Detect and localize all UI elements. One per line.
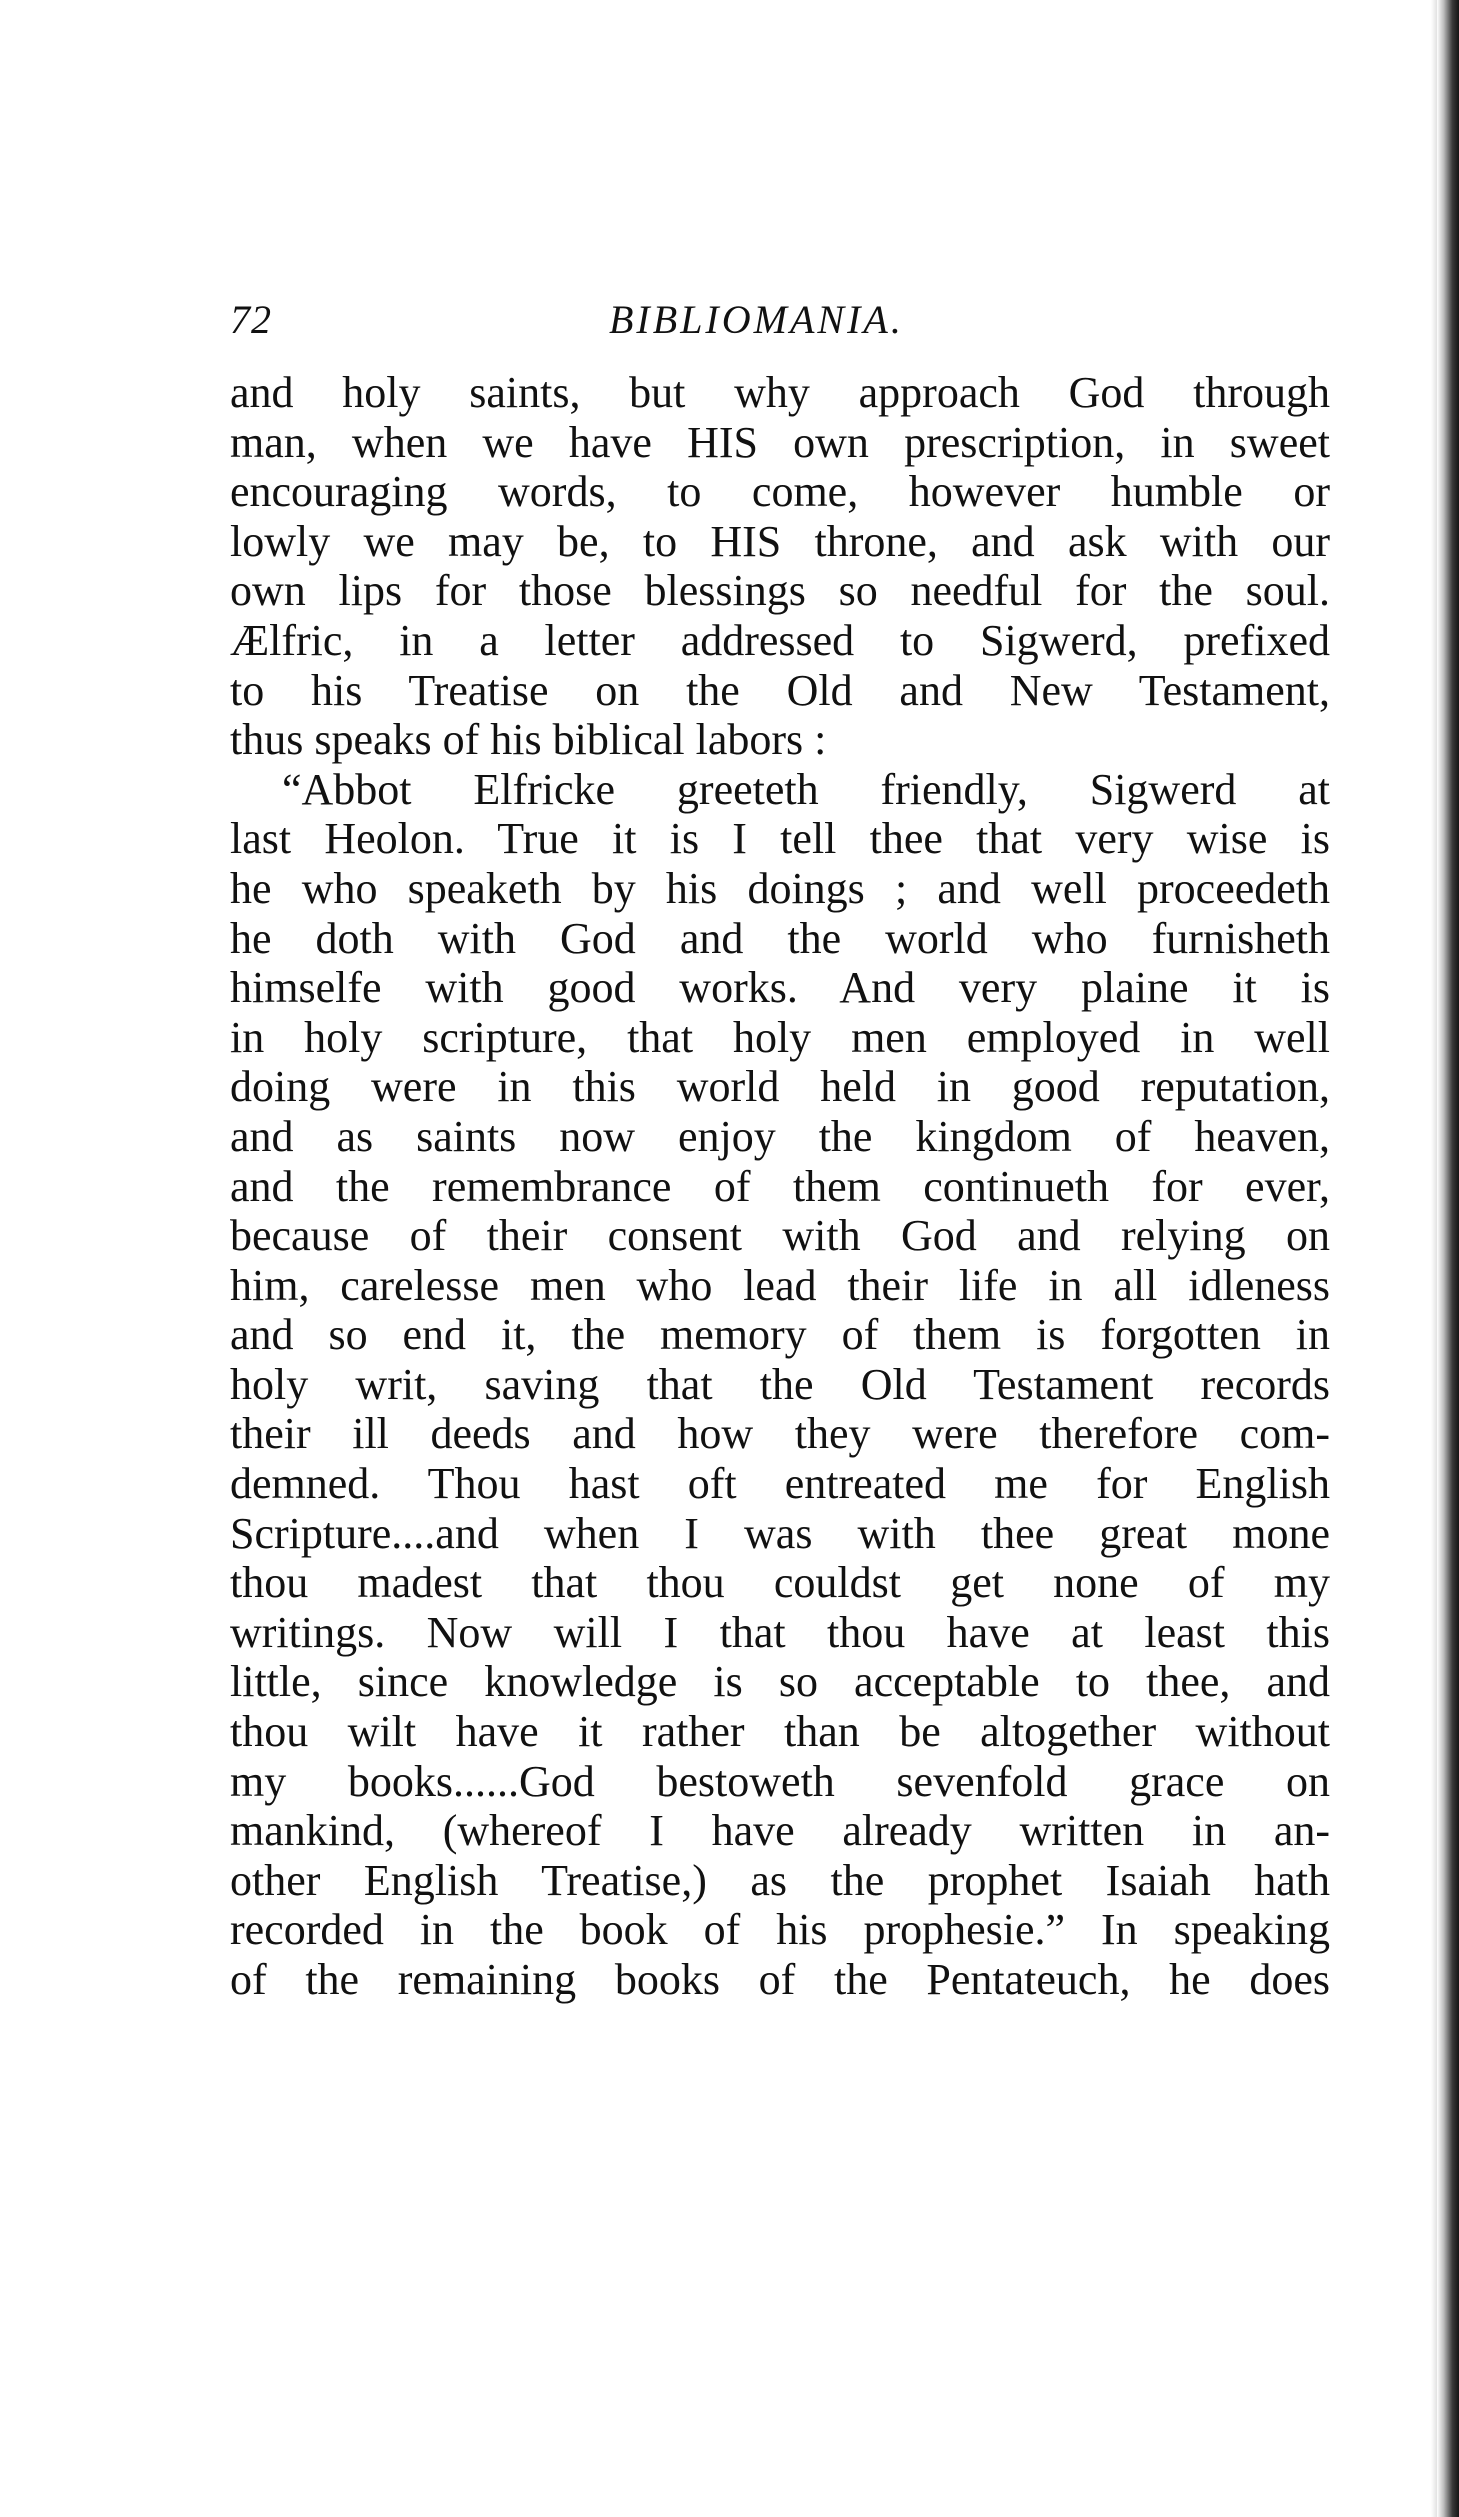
text-line: he who speaketh by his doings ; and well proceedeth	[230, 863, 1330, 913]
binding-edge	[1437, 0, 1459, 2517]
text-line: little, since knowledge is so acceptable to thee, and	[230, 1657, 1330, 1707]
text-line: their ill deeds and how they were therefore com-	[230, 1409, 1330, 1459]
text-line: himselfe with good works. And very plaine it is	[230, 963, 1330, 1013]
running-title: BIBLIOMANIA.	[609, 297, 904, 342]
text-line: and holy saints, but why approach God through	[230, 368, 1330, 417]
page-number: 72	[230, 297, 272, 342]
text-line: demned. Thou hast oft entreated me for English	[230, 1459, 1330, 1509]
text-line: encouraging words, to come, however humble or	[230, 467, 1330, 517]
text-line: in holy scripture, that holy men employed in well	[230, 1012, 1330, 1062]
text-line: and as saints now enjoy the kingdom of heaven,	[230, 1111, 1330, 1161]
text-line: thus speaks of his biblical labors :	[230, 715, 827, 765]
text-line: and the remembrance of them continueth for ever,	[230, 1161, 1330, 1211]
text-line: because of their consent with God and relying on	[230, 1211, 1330, 1261]
text-line: he doth with God and the world who furnisheth	[230, 913, 1330, 963]
text-line: him, carelesse men who lead their life in all idleness	[230, 1260, 1330, 1310]
quote-start-line: “Abbot Elfricke greeteth friendly, Sigwerd at	[282, 764, 1330, 814]
text-line: other English Treatise,) as the prophet Isaiah hath	[230, 1855, 1330, 1905]
text-line: Ælfric, in a letter addressed to Sigwerd, prefixed	[230, 615, 1330, 665]
text-line: to his Treatise on the Old and New Testament,	[230, 665, 1330, 715]
text-line: thou madest that thou couldst get none of my	[230, 1558, 1330, 1608]
text-line: Scripture....and when I was with thee great mone	[230, 1508, 1330, 1558]
text-line: writings. Now will I that thou have at least this	[230, 1607, 1330, 1657]
text-line: of the remaining books of the Pentateuch, he does	[230, 1955, 1330, 2004]
text-line: doing were in this world held in good reputation,	[230, 1062, 1330, 1112]
text-line: my books......God bestoweth sevenfold grace on	[230, 1756, 1330, 1806]
text-line: lowly we may be, to HIS throne, and ask with our	[230, 516, 1330, 566]
text-line: holy writ, saving that the Old Testament records	[230, 1359, 1330, 1409]
page-header	[230, 296, 1330, 356]
text-line: last Heolon. True it is I tell thee that very wise is	[230, 814, 1330, 864]
text-line: man, when we have HIS own prescription, in sweet	[230, 417, 1330, 467]
text-line: thou wilt have it rather than be altogether without	[230, 1707, 1330, 1757]
text-line: and so end it, the memory of them is forgotten in	[230, 1310, 1330, 1360]
text-line: mankind, (whereof I have already written in an-	[230, 1806, 1330, 1856]
body-text	[230, 368, 1330, 2005]
text-line: recorded in the book of his prophesie.” In speaking	[230, 1905, 1330, 1955]
text-line: own lips for those blessings so needful for the soul.	[230, 566, 1330, 616]
